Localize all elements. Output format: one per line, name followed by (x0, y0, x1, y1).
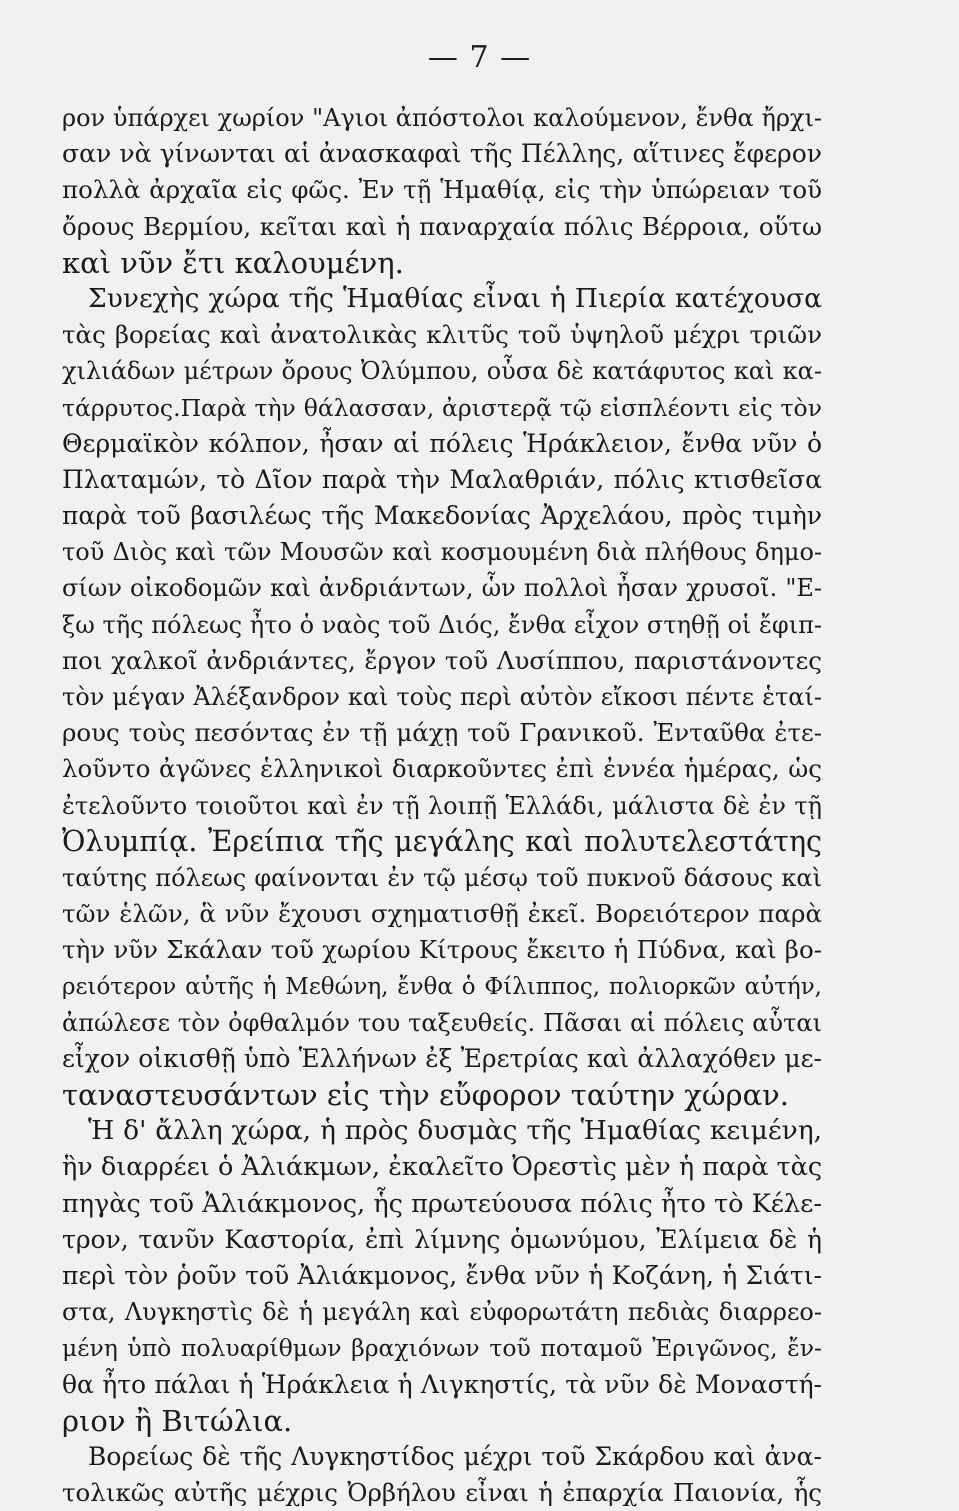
text-line: παρὰ τοῦ βασιλέως τῆς Μακεδονίας Ἀρχελάου, πρὸς τιμὴν (62, 501, 822, 531)
text-line: θα ἦτο πάλαι ἡ Ἡράκλεια ἡ Λιγκηστίς, τὰ νῦν δὲ Μοναστή- (62, 1369, 822, 1399)
text-line: Θερμαϊκὸν κόλπον, ἦσαν αἱ πόλεις Ἡράκλειον, ἔνθα νῦν ὁ (62, 428, 822, 458)
text-line: ξω τῆς πόλεως ἦτο ὁ ναὸς τοῦ Διός, ἔνθα εἶχον στηθῇ οἱ ἔφιπ- (62, 610, 822, 639)
text-line: τολικῶς αὐτῆς μέχρις Ὀρβήλου εἶναι ἡ ἐπαρχία Παιονία, ἧς (62, 1478, 822, 1508)
text-line: τὰς βορείας καὶ ἀνατολικὰς κλιτῦς τοῦ ὑψηλοῦ μέχρι τριῶν (62, 320, 822, 350)
body-text (62, 100, 822, 1511)
page-number: — 7 — (427, 40, 532, 75)
text-line: χιλιάδων μέτρων ὄρους Ὀλύμπου, οὖσα δὲ κατάφυτος καὶ κα- (62, 357, 822, 386)
text-line: περὶ τὸν ῥοῦν τοῦ Ἀλιάκμονος, ἔνθα νῦν ἡ Κοζάνη, ἡ Σιάτι- (62, 1261, 822, 1290)
text-line: στα, Λυγκηστὶς δὲ ἡ μεγάλη καὶ εὐφορωτάτη πεδιὰς διαρρεο- (62, 1298, 822, 1327)
text-line: πηγὰς τοῦ Ἀλιάκμονος, ἧς πρωτεύουσα πόλις ἦτο τὸ Κέλε- (62, 1188, 822, 1219)
text-line: σίων οἰκοδομῶν καὶ ἀνδριάντων, ὧν πολλοὶ ἦσαν χρυσοῖ. "Ε- (62, 574, 822, 603)
text-line: Συνεχὴς χώρα τῆς Ἡμαθίας εἶναι ἡ Πιερία κατέχουσα (88, 282, 822, 314)
text-line: τοῦ Διὸς καὶ τῶν Μουσῶν καὶ κοσμουμένη διὰ πλήθους δημο- (62, 538, 822, 567)
text-line: ταύτης πόλεως φαίνονται ἐν τῷ μέσῳ τοῦ πυκνοῦ δάσους καὶ (62, 863, 822, 892)
text-line: Βορείως δὲ τῆς Λυγκηστίδος μέχρι τοῦ Σκάρδου καὶ ἀνα- (88, 1441, 822, 1471)
text-line: ἐτελοῦντο τοιοῦτοι καὶ ἐν τῇ λοιπῇ Ἑλλάδι, μάλιστα δὲ ἐν τῇ (62, 791, 822, 820)
text-line: τάρρυτος.Παρὰ τὴν θάλασσαν, ἀριστερᾷ τῷ εἰσπλέοντι εἰς τὸν (62, 393, 822, 422)
text-line: πολλὰ ἀρχαῖα εἰς φῶς. Ἐν τῇ Ἡμαθίᾳ, εἰς τὴν ὑπώρειαν τοῦ (62, 175, 822, 205)
text-line: Ἡ δ' ἄλλη χώρα, ἡ πρὸς δυσμὰς τῆς Ἡμαθίας κειμένη, (88, 1115, 822, 1147)
text-line: ὄρους Βερμίου, κεῖται καὶ ἡ παναρχαία πόλις Βέρροια, οὕτω (62, 211, 822, 241)
text-line: καὶ νῦν ἔτι καλουμένη. (62, 245, 404, 280)
text-line: σαν νὰ γίνωνται αἱ ἀνασκαφαὶ τῆς Πέλλης, αἵτινες ἔφερον (62, 139, 822, 169)
text-line: μένη ὑπὸ πολυαρίθμων βραχιόνων τοῦ ποταμοῦ Ἐριγῶνος, ἔν- (62, 1334, 822, 1363)
text-line: λοῦντο ἀγῶνες ἑλληνικοὶ διαρκοῦντες ἐπὶ ἐννέα ἡμέρας, ὡς (62, 754, 822, 784)
text-line: τὸν μέγαν Ἀλέξανδρον καὶ τοὺς περὶ αὐτὸν εἴκοσι πέντε ἑταί- (62, 683, 822, 711)
text-line: ποι χαλκοῖ ἀνδριάντες, ἔργον τοῦ Λυσίππου, παριστάνοντες (62, 645, 822, 675)
text-line: εἶχον οἰκισθῇ ὑπὸ Ἑλλήνων ἐξ Ἐρετρίας καὶ ἀλλαχόθεν με- (62, 1043, 822, 1073)
text-line: ἣν διαρρέει ὁ Ἀλιάκμων, ἐκαλεῖτο Ὀρεστὶς μὲν ἡ παρὰ τὰς (62, 1152, 822, 1183)
text-line: τῶν ἑλῶν, ἃ νῦν ἔχουσι σχηματισθῇ ἐκεῖ. Βορειότερον παρὰ (62, 899, 822, 929)
text-line: Ὀλυμπίᾳ. Ἐρείπια τῆς μεγάλης καὶ πολυτελεστάτης (62, 824, 822, 858)
text-line: Πλαταμών, τὸ Δῖον παρὰ τὴν Μαλαθριάν, πόλις κτισθεῖσα (62, 464, 822, 494)
text-line: ρειότερον αὐτῆς ἡ Μεθώνη, ἔνθα ὁ Φίλιππος, πολιορκῶν αὐτήν, (62, 973, 822, 1000)
text-line: ρους τοὺς πεσόντας ἐν τῇ μάχῃ τοῦ Γρανικοῦ. Ἐνταῦθα ἐτε- (62, 718, 822, 748)
text-line: ριον ἢ Βιτώλια. (62, 1403, 293, 1438)
text-line: ρον ὑπάρχει χωρίον "Αγιοι ἀπόστολοι καλούμενον, ἔνθα ἤρχι- (62, 104, 822, 132)
text-line: τρον, τανῦν Καστορία, ἐπὶ λίμνης ὁμωνύμου, Ἐλίμεια δὲ ἡ (62, 1224, 822, 1254)
text-line: τὴν νῦν Σκάλαν τοῦ χωρίου Κίτρους ἔκειτο ἡ Πύδνα, καὶ βο- (62, 935, 822, 965)
text-line: ταναστευσάντων εἰς τὴν εὔφορον ταύτην χώραν. (62, 1078, 789, 1113)
text-line: ἀπώλεσε τὸν ὀφθαλμόν του ταξευθείς. Πᾶσαι αἱ πόλεις αὗται (62, 1008, 822, 1037)
